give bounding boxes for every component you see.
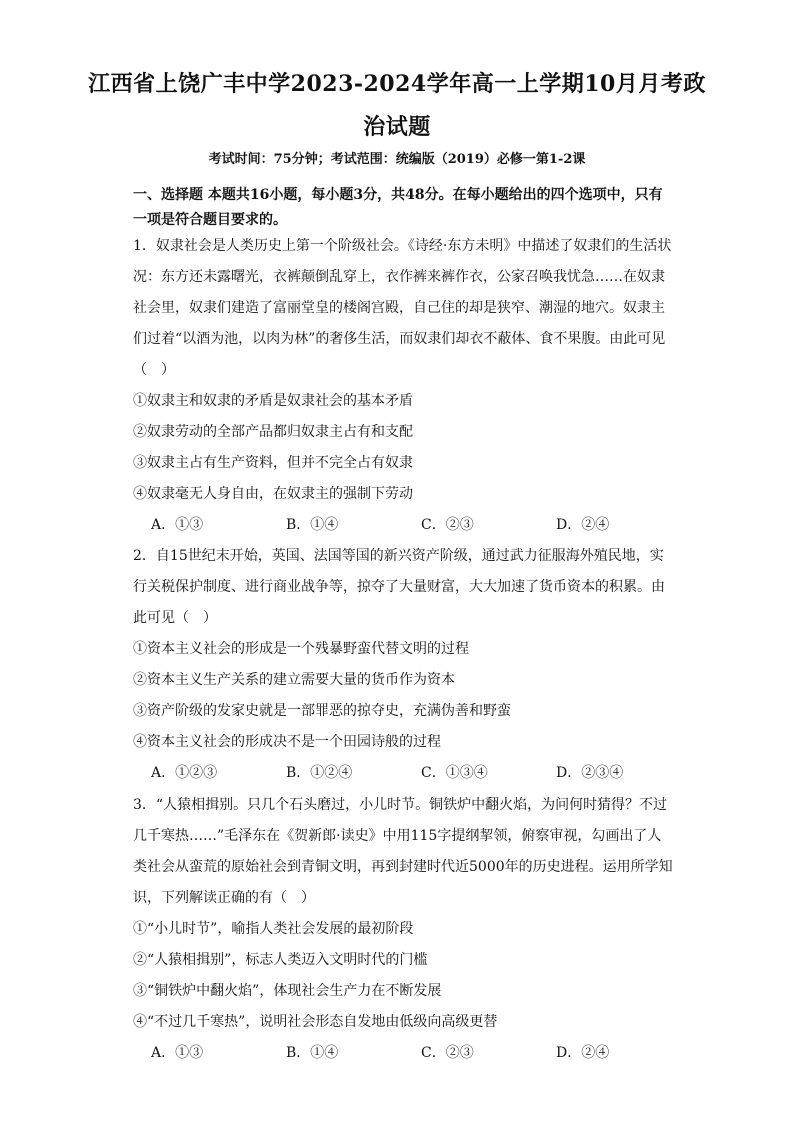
choice-c: C．②③: [421, 517, 474, 533]
choice-d: D．②③④: [556, 765, 624, 781]
choice-b: B．①④: [286, 517, 339, 533]
choice-b: B．①④: [286, 1045, 339, 1061]
choice-a: A．①③: [151, 1045, 204, 1061]
choice-c: C．①③④: [421, 765, 488, 781]
question-option: ③“铜铁炉中翻火焰”，体现社会生产力在不断发展: [133, 983, 442, 999]
question-2: [133, 541, 673, 789]
question-stem: 3．“人猿相揖别。只几个石头磨过，小儿时节。铜铁炉中翻火焰，为问何时猜得？不过几千寒热……”毛泽东在《贺新郎·读史》中用115字提纲挈领，俯察审视，勾画出了人类社会从蛮荒的原始社会到青铜文明，再到封建时代近5000年的历史进程。运用所学知识，下列解读正确的有（ ）: [133, 797, 673, 906]
exam-title-line1: 江西省上饶广丰中学2023-2024学年高一上学期10月月考政: [88, 71, 706, 97]
question-3: [133, 790, 673, 1069]
question-option: ①“小儿时节”，喻指人类社会发展的最初阶段: [133, 921, 414, 937]
choice-d: D．②④: [556, 1045, 610, 1061]
answer-choices: [133, 1038, 673, 1069]
question-option: ③资产阶级的发家史就是一部罪恶的掠夺史，充满伪善和野蛮: [133, 703, 511, 719]
question-option: ②资本主义生产关系的建立需要大量的货币作为资本: [133, 672, 455, 688]
question-option: ②奴隶劳动的全部产品都归奴隶主占有和支配: [133, 424, 413, 440]
answer-choices: [133, 758, 673, 789]
question-stem: 1．奴隶社会是人类历史上第一个阶级社会。《诗经·东方未明》中描述了奴隶们的生活状况：东方还未露曙光，衣裤颠倒乱穿上，衣作裤来裤作衣，公家召唤我忧急……在奴隶社会里，奴隶们建造了富丽堂皇的楼阁宫殿，自己住的却是狭窄、潮湿的地穴。奴隶主们过着“以酒为池，以肉为林”的奢侈生活，而奴隶们却衣不蔽体、食不果腹。由此可见（ ）: [133, 238, 672, 378]
answer-choices: [133, 510, 673, 541]
choice-c: C．②③: [421, 1045, 474, 1061]
question-option: ④奴隶毫无人身自由，在奴隶主的强制下劳动: [133, 486, 413, 502]
question-option: ③奴隶主占有生产资料，但并不完全占有奴隶: [133, 455, 413, 471]
choice-b: B．①②④: [286, 765, 353, 781]
question-option: ④“不过几千寒热”，说明社会形态自发地由低级向高级更替: [133, 1014, 498, 1030]
question-option: ②“人猿相揖别”，标志人类迈入文明时代的门槛: [133, 952, 428, 968]
choice-d: D．②④: [556, 517, 610, 533]
question-option: ①资本主义社会的形成是一个残暴野蛮代替文明的过程: [133, 641, 469, 657]
section-header: 一、选择题 本题共16小题，每小题3分，共48分。在每小题给出的四个选项中，只有一项是符合题目要求的。: [133, 187, 663, 228]
choice-a: A．①②③: [151, 765, 218, 781]
question-option: ①奴隶主和奴隶的矛盾是奴隶社会的基本矛盾: [133, 393, 413, 409]
question-1: [133, 231, 673, 541]
choice-a: A．①③: [151, 517, 204, 533]
question-stem: 2．自15世纪末开始，英国、法国等国的新兴资产阶级，通过武力征服海外殖民地，实行关税保护制度、进行商业战争等，掠夺了大量财富，大大加速了货币资本的积累。由此可见（ ）: [133, 548, 665, 626]
question-option: ④资本主义社会的形成决不是一个田园诗般的过程: [133, 734, 441, 750]
exam-meta: 考试时间：75分钟；考试范围：统编版（2019）必修一第1-2课: [208, 152, 586, 167]
exam-title-line2: 治试题: [363, 114, 431, 140]
